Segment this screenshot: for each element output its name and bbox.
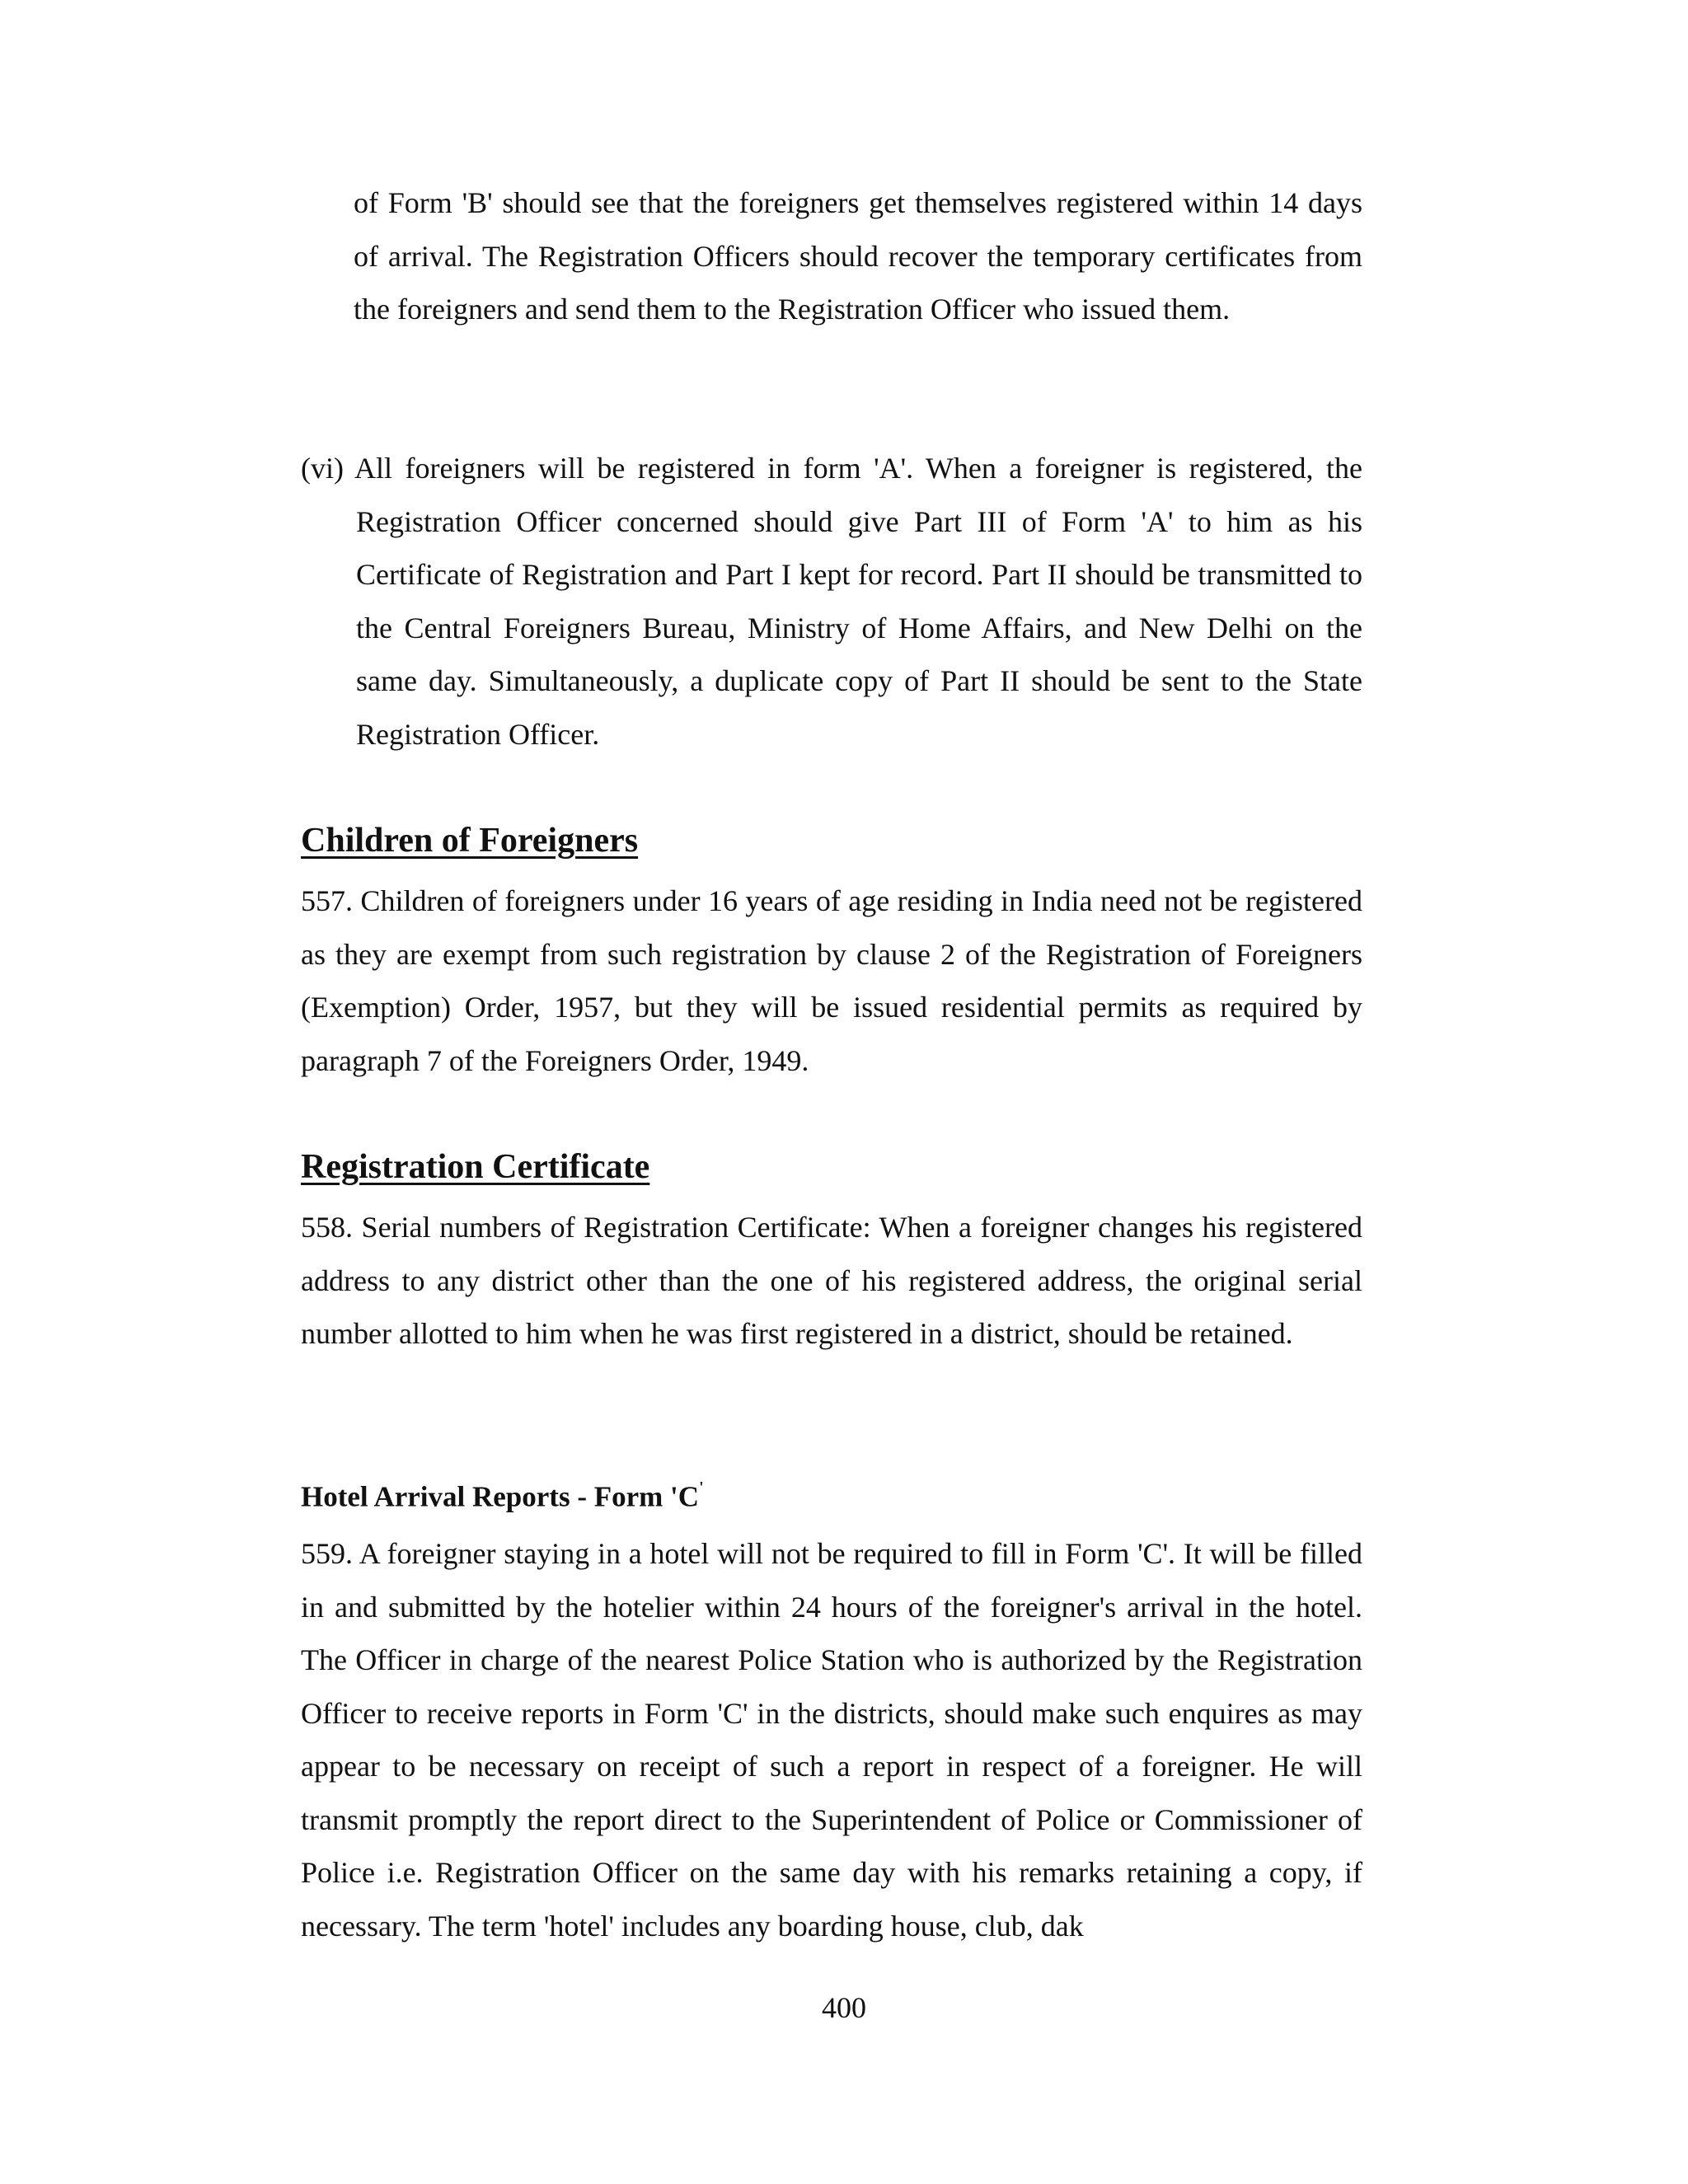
paragraph-557: 557. Children of foreigners under 16 years of age residing in India need not be registered as they are exempt from such registration by clause 2 of the Registration of Foreigners (Exemption) Order, 1957, but they will be issued residential permits as required by paragraph 7 of the Foreigners Order, 1949.: [301, 884, 1362, 1077]
paragraph-558: 558. Serial numbers of Registration Certificate: When a foreigner changes his registered address to any district other than the one of his registered address, the original serial number allotted to him when he was first registered in a district, should be retained.: [301, 1211, 1362, 1350]
continuation-paragraph: of Form 'B' should see that the foreigners get themselves registered within 14 days of arrival. The Registration Officers should recover the temporary certificates from the foreigners and send them to the Registration Officer who issued them.: [354, 186, 1362, 326]
registration-certificate-heading: Registration Certificate: [301, 1148, 650, 1186]
hotel-arrival-heading: [301, 1473, 704, 1516]
item-vi-text: All foreigners will be registered in form 'A'. When a foreigner is registered, the Registration Officer concerned should give Part III of Form 'A' to him as his Certificate of Registration and Part I kept for record. Part II should be transmitted to the Central Foreigners Bureau, Ministry of Home Affairs, and New Delhi on the same day. Simultaneously, a duplicate copy of Part II should be sent to the State Registration Officer.: [354, 452, 1362, 751]
paragraph-559: 559. A foreigner staying in a hotel will not be required to fill in Form 'C'. It will be filled in and submitted by the hotelier within 24 hours of the foreigner's arrival in the hotel. The Officer in charge of the nearest Police Station who is authorized by the Registration Officer to receive reports in Form 'C' in the districts, should make such enquires as may appear to be necessary on receipt of such a report in respect of a foreigner. He will transmit promptly the report direct to the Superintendent of Police or Commissioner of Police i.e. Registration Officer on the same day with his remarks retaining a copy, if necessary. The term 'hotel' includes any boarding house, club, dak: [301, 1537, 1362, 1943]
page-number: 400: [822, 1991, 866, 2024]
hotel-arrival-heading-mark: ': [699, 1479, 704, 1497]
item-vi-label: (vi): [301, 452, 344, 485]
children-of-foreigners-heading: Children of Foreigners: [301, 822, 639, 860]
hotel-arrival-heading-text: Hotel Arrival Reports - Form 'C: [301, 1480, 700, 1513]
